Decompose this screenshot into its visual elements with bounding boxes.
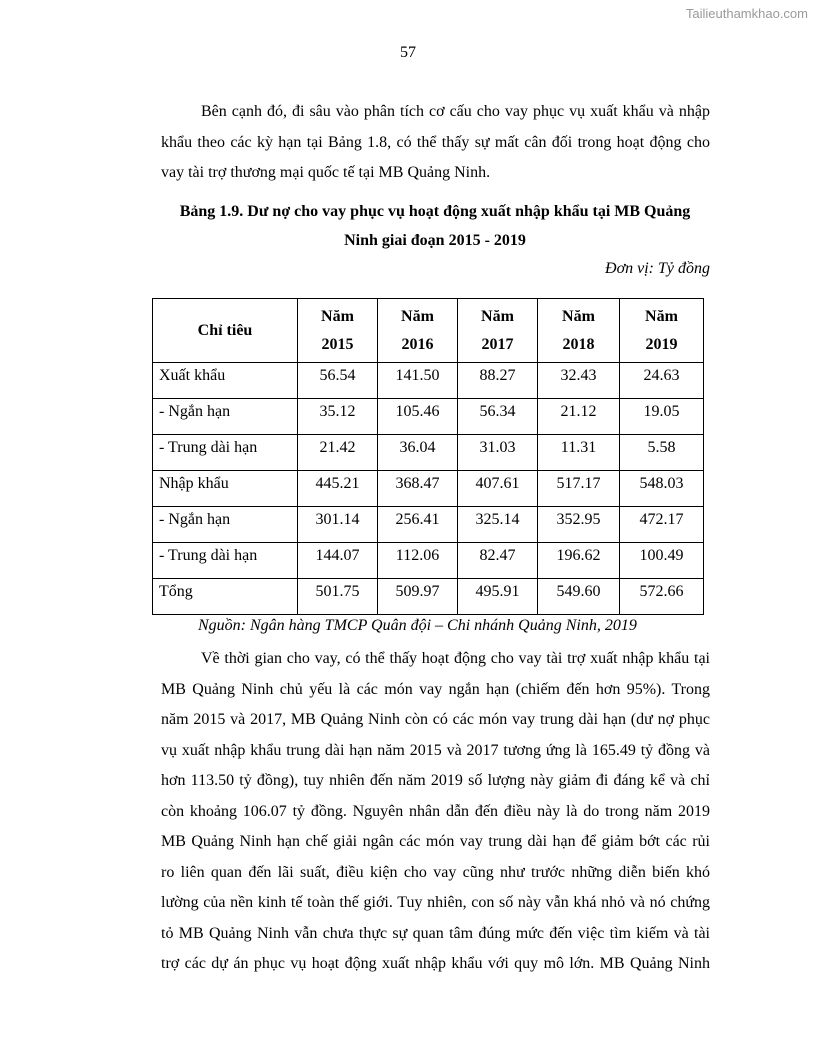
- cell-value: 24.63: [620, 363, 704, 399]
- text-line: trợ các dự án phục vụ hoạt động xuất nhập khẩu với quy mô lớn. MB Quảng Ninh: [161, 955, 710, 972]
- row-label: - Trung dài hạn: [153, 543, 298, 579]
- cell-value: 301.14: [298, 507, 378, 543]
- text-line: tỏ MB Quảng Ninh vẫn chưa thực sự quan tâm đúng mức đến việc tìm kiếm và tài: [161, 924, 710, 942]
- cell-value: 35.12: [298, 399, 378, 435]
- cell-value: 501.75: [298, 579, 378, 615]
- title-line: Bảng 1.9. Dư nợ cho vay phục vụ hoạt động xuất nhập khẩu tại MB Quảng: [179, 203, 691, 220]
- text-line: năm 2015 và 2017, MB Quảng Ninh còn có các món vay trung dài hạn (dư nợ phục: [161, 711, 710, 728]
- intro-paragraph: [161, 97, 710, 189]
- header-year: Năm 2017: [458, 299, 538, 363]
- watermark: Tailieuthamkhao.com: [685, 6, 808, 21]
- cell-value: 196.62: [538, 543, 620, 579]
- header-year: Năm 2018: [538, 299, 620, 363]
- text-line: vụ xuất nhập khẩu trung dài hạn năm 2015 và 2017 tương ứng là 165.49 tỷ đồng và: [161, 741, 710, 759]
- table-header-row: [153, 299, 704, 363]
- cell-value: 5.58: [620, 435, 704, 471]
- table-row: [153, 435, 704, 471]
- cell-value: 112.06: [378, 543, 458, 579]
- cell-value: 368.47: [378, 471, 458, 507]
- table-row: [153, 579, 704, 615]
- cell-value: 548.03: [620, 471, 704, 507]
- table-row: [153, 471, 704, 507]
- data-table: [152, 298, 704, 615]
- text-line: ro liên quan đến lãi suất, điều kiện cho vay cũng như trước những diễn biến khó: [161, 863, 710, 881]
- row-label: Nhập khẩu: [153, 471, 298, 507]
- header-label: Chỉ tiêu: [153, 299, 298, 363]
- title-line: Ninh giai đoạn 2015 - 2019: [344, 232, 526, 249]
- text-line: MB Quảng Ninh hạn chế giải ngân các món vay trung dài hạn để giảm bớt các rủi: [161, 833, 710, 850]
- table-row: [153, 363, 704, 399]
- cell-value: 32.43: [538, 363, 620, 399]
- cell-value: 549.60: [538, 579, 620, 615]
- body-paragraph: [161, 644, 710, 980]
- table-row: [153, 507, 704, 543]
- row-label: Tổng: [153, 579, 298, 615]
- cell-value: 82.47: [458, 543, 538, 579]
- cell-value: 141.50: [378, 363, 458, 399]
- cell-value: 36.04: [378, 435, 458, 471]
- text-line: lường của nền kinh tế toàn thế giới. Tuy nhiên, con số này vẫn khá nhỏ và nó chứng: [161, 894, 710, 911]
- cell-value: 352.95: [538, 507, 620, 543]
- text-line: Bên cạnh đó, đi sâu vào phân tích cơ cấu cho vay phục vụ xuất khẩu và nhập: [201, 103, 710, 120]
- text-line: vay tài trợ thương mại quốc tế tại MB Quảng Ninh.: [161, 164, 491, 181]
- cell-value: 495.91: [458, 579, 538, 615]
- cell-value: 325.14: [458, 507, 538, 543]
- header-year: Năm 2019: [620, 299, 704, 363]
- cell-value: 21.12: [538, 399, 620, 435]
- cell-value: 21.42: [298, 435, 378, 471]
- table-title: [160, 197, 710, 255]
- text-line: còn khoảng 106.07 tỷ đồng. Nguyên nhân dẫn đến điều này là do trong năm 2019: [161, 802, 710, 820]
- text-line: MB Quảng Ninh chủ yếu là các món vay ngắn hạn (chiếm đến hơn 95%). Trong: [161, 680, 710, 698]
- cell-value: 31.03: [458, 435, 538, 471]
- header-year: Năm 2016: [378, 299, 458, 363]
- row-label: - Trung dài hạn: [153, 435, 298, 471]
- cell-value: 19.05: [620, 399, 704, 435]
- cell-value: 517.17: [538, 471, 620, 507]
- source-note: Nguồn: Ngân hàng TMCP Quân đội – Chi nhánh Quảng Ninh, 2019: [198, 617, 637, 634]
- row-label: Xuất khẩu: [153, 363, 298, 399]
- page-number: 57: [400, 44, 416, 61]
- cell-value: 88.27: [458, 363, 538, 399]
- header-year: Năm 2015: [298, 299, 378, 363]
- text-line: Về thời gian cho vay, có thể thấy hoạt động cho vay tài trợ xuất nhập khẩu tại: [201, 650, 710, 667]
- table-row: [153, 543, 704, 579]
- cell-value: 407.61: [458, 471, 538, 507]
- unit-label: Đơn vị: Tỷ đồng: [605, 260, 710, 277]
- table-row: [153, 399, 704, 435]
- cell-value: 100.49: [620, 543, 704, 579]
- cell-value: 105.46: [378, 399, 458, 435]
- cell-value: 144.07: [298, 543, 378, 579]
- cell-value: 509.97: [378, 579, 458, 615]
- cell-value: 56.34: [458, 399, 538, 435]
- text-line: hơn 113.50 tỷ đồng), tuy nhiên đến năm 2019 số lượng này giảm đi đáng kể và chỉ: [161, 772, 710, 789]
- cell-value: 11.31: [538, 435, 620, 471]
- row-label: - Ngắn hạn: [153, 507, 298, 543]
- cell-value: 56.54: [298, 363, 378, 399]
- cell-value: 572.66: [620, 579, 704, 615]
- cell-value: 256.41: [378, 507, 458, 543]
- cell-value: 472.17: [620, 507, 704, 543]
- cell-value: 445.21: [298, 471, 378, 507]
- text-line: khẩu theo các kỳ hạn tại Bảng 1.8, có thể thấy sự mất cân đối trong hoạt động cho: [161, 133, 710, 151]
- row-label: - Ngắn hạn: [153, 399, 298, 435]
